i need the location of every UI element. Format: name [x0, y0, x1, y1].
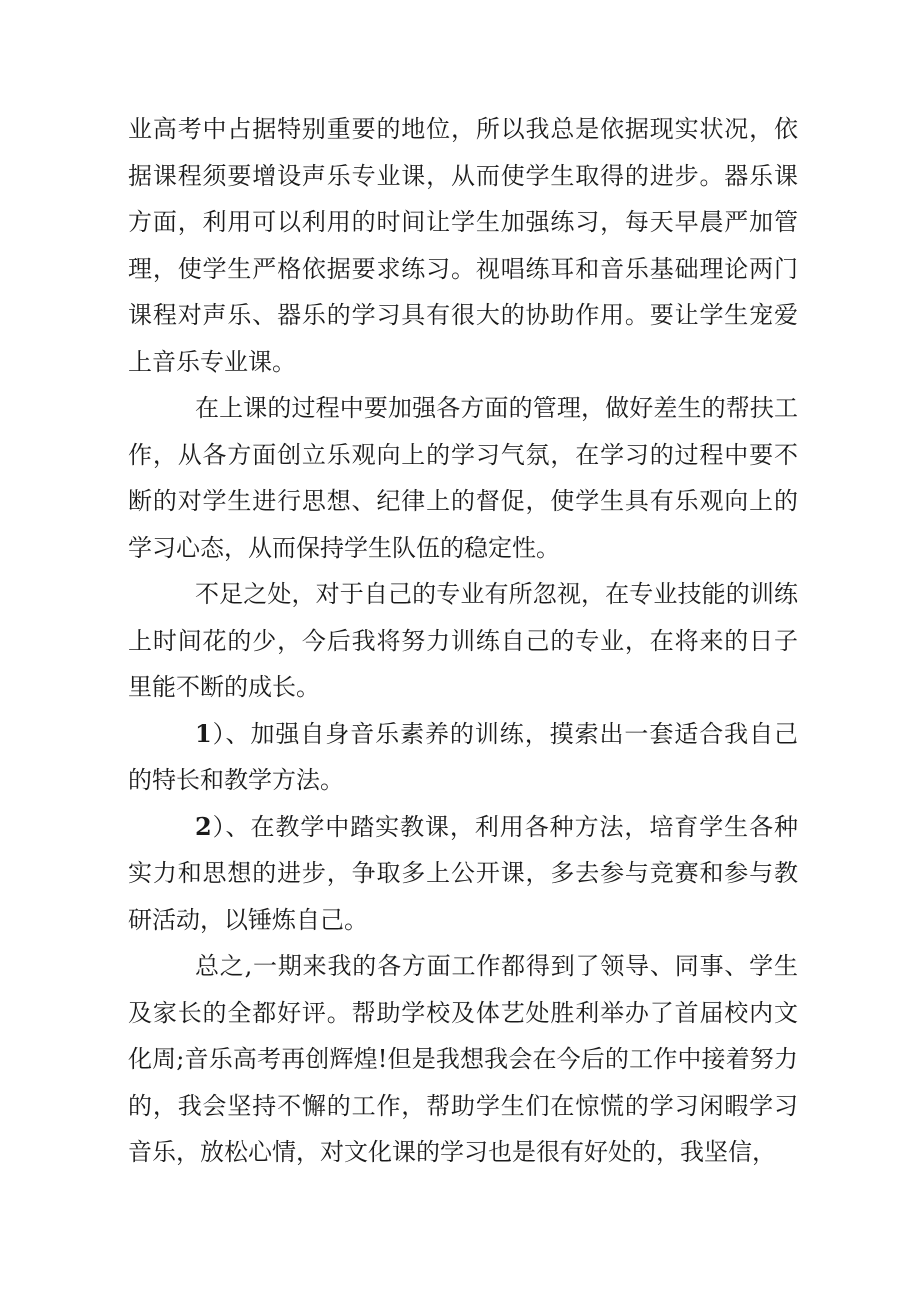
paragraph-text: 不足之处，对于自己的专业有所忽视，在专业技能的训练上时间花的少，今后我将努力训练自己的专业，在将来的日子里能不断的成长。	[128, 580, 798, 701]
paragraph-summary	[128, 943, 798, 1176]
list-item-number: 1	[195, 718, 212, 748]
paragraph-text: 在上课的过程中要加强各方面的管理，做好差生的帮扶工作，从各方面创立乐观向上的学习气氛，在学习的过程中要不断的对学生进行思想、纪律上的督促，使学生具有乐观向上的学习心态，从而保持学生队伍的稳定性。	[128, 394, 798, 562]
list-item-2	[128, 804, 798, 944]
paragraph-class-management	[128, 385, 798, 571]
list-item-text: ）、在教学中踏实教课，利用各种方法，培育学生各种实力和思想的进步，争取多上公开课，多去参与竞赛和参与教研活动，以锤炼自己。	[128, 812, 798, 934]
list-item-number: 2	[195, 811, 212, 841]
paragraph-text: 总之,一期来我的各方面工作都得到了领导、同事、学生及家长的全都好评。帮助学校及体艺处胜利举办了首届校内文化周;音乐高考再创辉煌!但是我想我会在今后的工作中接着努力的，我会坚持不懈的工作，帮助学生们在惊慌的学习闲暇学习音乐，放松心情，对文化课的学习也是很有好处的，我坚信，	[128, 952, 798, 1166]
paragraph-shortcomings	[128, 571, 798, 711]
document-body	[128, 106, 798, 1176]
list-item-text: ）、加强自身音乐素养的训练，摸索出一套适合我自己的特长和教学方法。	[128, 719, 798, 794]
paragraph-text: 业高考中占据特别重要的地位，所以我总是依据现实状况，依据课程须要增设声乐专业课，从而使学生取得的进步。器乐课方面，利用可以利用的时间让学生加强练习，每天早晨严加管理，使学生严格依据要求练习。视唱练耳和音乐基础理论两门课程对声乐、器乐的学习具有很大的协助作用。要让学生宠爱上音乐专业课。	[128, 115, 798, 376]
list-item-1	[128, 711, 798, 804]
paragraph-music-courses	[128, 106, 798, 385]
